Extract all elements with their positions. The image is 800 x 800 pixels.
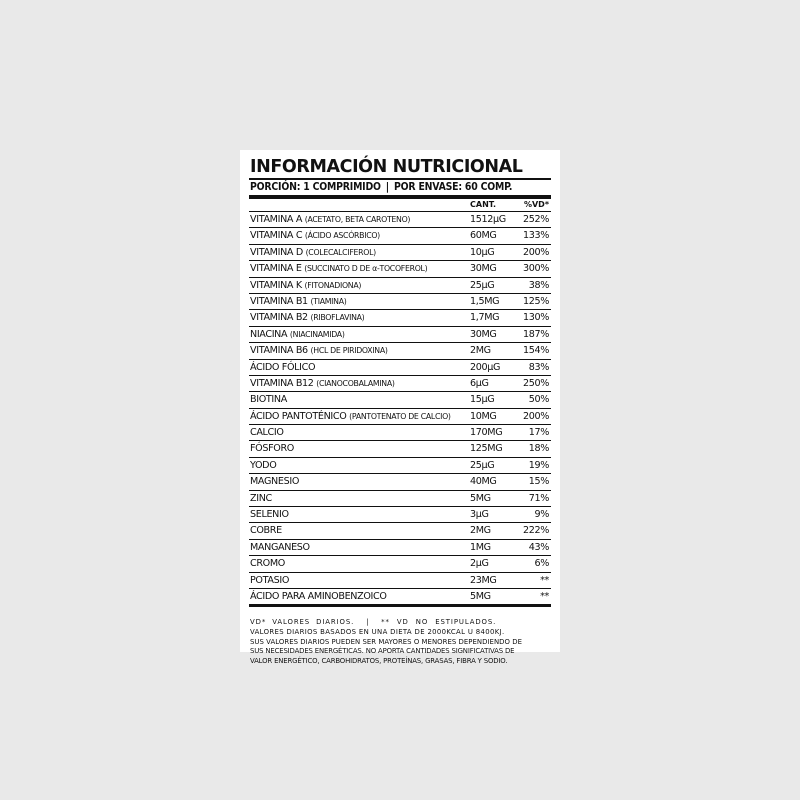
nutrient-name-text: VITAMINA B12 xyxy=(250,377,314,389)
nutrient-source: (TIAMINA) xyxy=(310,296,347,306)
nutrient-name-text: ÁCIDO PARA AMINOBENZOICO xyxy=(250,590,387,602)
nutrient-name xyxy=(250,392,287,407)
table-row xyxy=(249,523,551,539)
nutrient-source: (PANTOTENATO DE CALCIO) xyxy=(349,411,451,421)
serving-separator: | xyxy=(385,181,389,193)
table-row xyxy=(249,228,551,244)
table-row xyxy=(249,409,551,425)
nutrient-amount: 23MG xyxy=(470,574,497,586)
table-row xyxy=(249,310,551,326)
nutrient-name-text: ÁCIDO FÓLICO xyxy=(250,361,316,373)
nutrient-daily-value: 300% xyxy=(522,263,549,275)
footnote-separator: | xyxy=(366,618,369,627)
nutrient-name-text: COBRE xyxy=(250,525,282,537)
nutrient-source: (COLECALCIFEROL) xyxy=(305,247,376,257)
table-header xyxy=(249,199,551,212)
nutrient-source: (SUCCINATO D DE α-TOCOFEROL) xyxy=(304,264,428,274)
nutrient-daily-value: 9% xyxy=(534,509,549,521)
nutrient-name xyxy=(250,327,345,342)
nutrient-daily-value: 154% xyxy=(522,345,549,357)
nutrient-name-text: NIACINA xyxy=(250,328,288,340)
nutrient-name xyxy=(250,278,361,293)
nutrient-source: (RIBOFLAVINA) xyxy=(310,313,365,323)
nutrient-daily-value: 50% xyxy=(528,394,549,406)
serving-info xyxy=(249,180,551,199)
table-row xyxy=(249,261,551,277)
nutrient-name-text: VITAMINA E xyxy=(250,263,302,275)
nutrient-name-text: VITAMINA D xyxy=(250,246,303,258)
nutrient-name xyxy=(250,458,276,473)
nutrient-name xyxy=(250,441,294,456)
nutrient-amount: 10MG xyxy=(470,410,497,422)
serving-size: PORCIÓN: 1 COMPRIMIDO xyxy=(250,181,381,193)
nutrient-name xyxy=(250,261,427,276)
nutrient-amount: 25μG xyxy=(470,279,495,291)
footnote-line-3: SUS VALORES DIARIOS PUEDEN SER MAYORES O MENORES DEPENDIENDO DE xyxy=(250,637,522,646)
nutrient-amount: 25μG xyxy=(470,459,495,471)
nutrient-name-text: ZINC xyxy=(250,492,272,504)
footnote-line-5: VALOR ENERGÉTICO, CARBOHIDRATOS, PROTEÍNAS, GRASAS, FIBRA Y SODIO. xyxy=(250,656,508,665)
nutrient-name-text: VITAMINA B1 xyxy=(250,295,308,307)
nutrient-daily-value: 200% xyxy=(522,410,549,422)
table-row xyxy=(249,507,551,523)
nutrient-daily-value: 252% xyxy=(522,214,549,225)
nutrient-amount: 30MG xyxy=(470,328,497,340)
nutrient-daily-value: 19% xyxy=(528,459,549,471)
nutrient-name-text: MAGNESIO xyxy=(250,476,300,488)
nutrient-name-text: VITAMINA A xyxy=(250,214,303,225)
nutrient-source: (FITONADIONA) xyxy=(304,280,362,290)
label-title: INFORMACIÓN NUTRICIONAL xyxy=(249,156,551,180)
table-row xyxy=(249,540,551,556)
nutrient-name-text: BIOTINA xyxy=(250,394,287,406)
nutrient-amount: 5MG xyxy=(470,590,491,602)
nutrient-source: (HCL DE PIRIDOXINA) xyxy=(310,346,388,356)
nutrient-daily-value: 125% xyxy=(522,295,549,307)
nutrient-name-text: POTASIO xyxy=(250,574,290,586)
nutrient-amount: 2MG xyxy=(470,525,491,537)
table-row xyxy=(249,392,551,408)
nutrient-daily-value: 43% xyxy=(528,541,549,553)
nutrient-amount: 6μG xyxy=(470,377,489,389)
nutrient-daily-value: 38% xyxy=(528,279,549,291)
nutrient-name-text: VITAMINA B2 xyxy=(250,312,308,324)
nutrient-amount: 1MG xyxy=(470,541,491,553)
nutrient-name xyxy=(250,491,272,506)
nutrient-daily-value: 6% xyxy=(534,558,549,570)
footnote-dv-legend: VD* VALORES DIARIOS. xyxy=(250,618,355,627)
nutrient-source: (ACETATO, BETA CAROTENO) xyxy=(304,215,411,224)
nutrient-amount: 1,5MG xyxy=(470,295,500,307)
nutrient-name xyxy=(250,573,289,588)
nutrient-name xyxy=(250,540,310,555)
nutrient-name-text: CALCIO xyxy=(250,427,284,439)
nutrient-daily-value: 71% xyxy=(528,492,549,504)
nutrient-amount: 170MG xyxy=(470,427,503,439)
nutrient-name xyxy=(250,294,347,309)
nutrient-name xyxy=(250,376,395,391)
table-row xyxy=(249,425,551,441)
table-row xyxy=(249,245,551,261)
nutrient-name-text: VITAMINA K xyxy=(250,279,302,291)
footnote-line-4: SUS NECESIDADES ENERGÉTICAS. NO APORTA CANTIDADES SIGNIFICATIVAS DE xyxy=(250,647,515,656)
nutrient-daily-value: 15% xyxy=(528,476,549,488)
nutrient-daily-value: 250% xyxy=(522,377,549,389)
nutrient-name xyxy=(250,343,388,358)
nutrient-source: (NIACINAMIDA) xyxy=(289,329,345,339)
nutrient-daily-value: 222% xyxy=(522,525,549,537)
nutrient-amount: 10μG xyxy=(470,246,495,258)
footnote-line-1 xyxy=(250,618,551,628)
table-row xyxy=(249,589,551,607)
table-row xyxy=(249,327,551,343)
nutrient-name xyxy=(250,245,376,260)
nutrient-name-text: CROMO xyxy=(250,558,285,570)
footnote-line-2: VALORES DIARIOS BASADOS EN UNA DIETA DE 2000KCAL U 8400KJ. xyxy=(250,627,505,636)
nutrient-source: (ÁCIDO ASCÓRBICO) xyxy=(304,231,380,241)
table-row xyxy=(249,278,551,294)
nutrient-daily-value: 17% xyxy=(528,427,549,439)
table-row xyxy=(249,573,551,589)
table-row xyxy=(249,343,551,359)
nutrient-daily-value: 130% xyxy=(522,312,549,324)
nutrient-name xyxy=(250,474,299,489)
nutrient-source: (CIANOCOBALAMINA) xyxy=(316,378,395,388)
nutrient-name xyxy=(250,409,451,424)
nutrient-daily-value: 133% xyxy=(522,230,549,242)
nutrition-facts-label xyxy=(240,150,560,665)
nutrient-name xyxy=(250,556,285,571)
nutrient-name xyxy=(250,523,282,538)
table-row xyxy=(249,294,551,310)
nutrient-daily-value: ** xyxy=(540,590,549,602)
table-row xyxy=(249,474,551,490)
column-dv-header: %VD* xyxy=(523,200,549,209)
nutrient-name-text: VITAMINA C xyxy=(250,230,303,242)
table-row xyxy=(249,360,551,376)
nutrient-name xyxy=(250,360,315,375)
table-row xyxy=(249,212,551,228)
nutrient-amount: 1512μG xyxy=(470,214,506,225)
nutrient-daily-value: 200% xyxy=(522,246,549,258)
footnote-not-stipulated: ** VD NO ESTIPULADOS. xyxy=(381,618,497,627)
nutrient-name-text: VITAMINA B6 xyxy=(250,345,308,357)
nutrient-amount: 15μG xyxy=(470,394,495,406)
nutrient-name-text: MANGANESO xyxy=(250,541,310,553)
nutrient-amount: 40MG xyxy=(470,476,497,488)
nutrient-name xyxy=(250,425,284,440)
nutrient-name-text: FÓSFORO xyxy=(250,443,294,455)
table-row xyxy=(249,376,551,392)
nutrient-amount: 5MG xyxy=(470,492,491,504)
footnote xyxy=(249,618,551,666)
nutrient-amount: 125MG xyxy=(470,443,503,455)
nutrient-amount: 2MG xyxy=(470,345,491,357)
nutrient-amount: 1,7MG xyxy=(470,312,500,324)
nutrient-table xyxy=(249,212,551,607)
nutrient-daily-value: 18% xyxy=(528,443,549,455)
nutrient-name xyxy=(250,212,410,227)
table-row xyxy=(249,491,551,507)
nutrient-name-text: ÁCIDO PANTOTÉNICO xyxy=(250,410,347,422)
nutrient-name xyxy=(250,507,289,522)
servings-per-container: POR ENVASE: 60 COMP. xyxy=(394,181,513,193)
table-row xyxy=(249,458,551,474)
nutrient-amount: 30MG xyxy=(470,263,497,275)
nutrient-name xyxy=(250,589,387,604)
nutrient-amount: 2μG xyxy=(470,558,489,570)
nutrient-amount: 200μG xyxy=(470,361,501,373)
table-row xyxy=(249,441,551,457)
nutrient-name xyxy=(250,228,380,243)
nutrient-name-text: YODO xyxy=(250,459,277,471)
nutrient-amount: 3μG xyxy=(470,509,489,521)
nutrient-name xyxy=(250,310,364,325)
column-amount-header: CANT. xyxy=(470,200,497,209)
table-row xyxy=(249,556,551,572)
nutrient-daily-value: ** xyxy=(540,574,549,586)
nutrient-daily-value: 187% xyxy=(522,328,549,340)
nutrient-name-text: SELENIO xyxy=(250,509,289,521)
nutrient-daily-value: 83% xyxy=(528,361,549,373)
nutrient-amount: 60MG xyxy=(470,230,497,242)
